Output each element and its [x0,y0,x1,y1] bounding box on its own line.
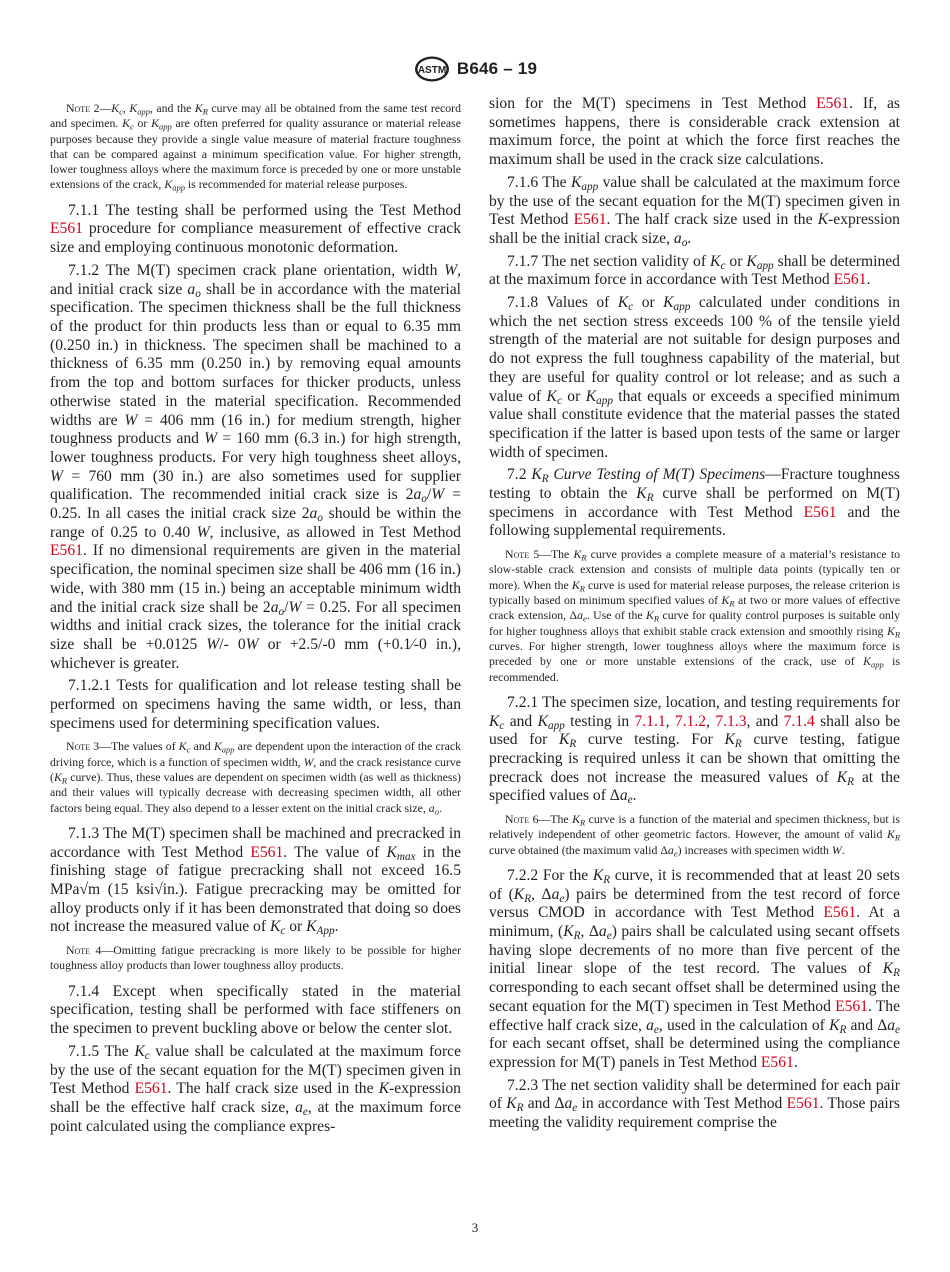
reference-link[interactable]: E561 [760,1053,794,1071]
text-run: . Use of the [586,608,647,623]
text-run: . [866,271,871,289]
italic-text: W [206,635,220,653]
subscript: max [396,850,416,863]
subscript: app [137,106,150,117]
right-column [489,95,900,1137]
italic-text: a [598,923,607,941]
note-label: Note 3 [66,739,100,754]
text-run: 7.2.1 The specimen size, location, and testing requirements for [507,693,900,711]
text-run: . [793,1053,798,1071]
text-run: curve is used for material release purposes, the release criterion is typically based on minimum specified values of [489,577,900,608]
text-run: curve). Thus, these values are dependent on specimen width (as well as thickness) and their values will typically decrease with decreasing specimen width, all other factors being equal. They also depend to a lesser extent on the initial crack size, [50,770,461,815]
subscript: R [202,106,208,117]
section-paragraph [50,677,461,733]
text-run: . [632,787,637,805]
section-paragraph [489,1077,900,1133]
italic-text: K [817,211,829,229]
text-run: testing in [564,712,635,730]
italic-text: a [270,598,279,616]
text-run: is recommended. [489,654,900,684]
subscript: R [729,598,735,609]
text-run: curve provides a complete measure of a material’s resistance to slow-stable crack extension and consists of multiple data points (typically ten or more). When the [489,547,901,592]
italic-text: K [269,918,281,936]
italic-text: K [646,608,654,623]
text-run: or [633,294,664,312]
text-run: value shall be calculated at the maximum force by the use of the secant equation for the M(T) specimen given in Test Method [489,173,900,229]
text-run: are often preferred for quality assurance or material release purposes because they provide a single value measure of material fracture toughness that can be compared against a minimum specification value. For higher strength, lower toughness alloys where the maximum force is preceded by one or more unstable extensions of the crack, [50,116,461,192]
italic-text: W [204,430,218,448]
italic-text: a [646,1016,654,1034]
italic-text: K [213,739,222,754]
reference-link[interactable]: E561 [823,904,857,922]
text-run: curve testing. For [576,731,725,749]
italic-text: K [546,387,557,405]
note-paragraph [50,101,461,193]
text-run: . At a minimum, ( [489,904,900,941]
section-paragraph [489,253,900,290]
text-run: and the following supplemental requirements. [489,503,900,540]
page-header [0,54,950,84]
subscript: c [280,925,286,938]
subscript: app [547,719,565,732]
text-run: , [706,712,716,730]
text-run: —Fracture toughness testing to obtain the [489,466,900,503]
text-run: , and the [149,101,195,115]
subscript: R [569,738,577,751]
text-run: , Δ [580,923,599,941]
reference-link[interactable]: E561 [816,95,850,112]
subscript: c [186,744,191,755]
section-paragraph [489,294,900,462]
reference-link[interactable]: 7.1.1 [634,712,666,730]
text-run: -expression shall be the effective half crack size, [50,1080,461,1116]
text-run: and [190,739,214,754]
italic-text: W [124,411,138,429]
reference-link[interactable]: E561 [250,843,284,861]
note-label: Note 4 [66,943,102,958]
standard-designation: B646 – 19 [456,59,538,78]
italic-text: K [636,485,647,503]
text-run: ) pairs shall be calculated using secant offsets having slope decrements of no more than five percent of the initial linear slope of the test record. The values of [489,923,901,978]
text-run: shall be in accordance with the material specification. The specimen thickness shall be the full thickness of the product for thin products less than or equal to 6.35 mm (0.250 in.) in thickness. The specimen shall be machined to a thickness of 6.35 mm (0.250 in.) by removing equal amounts from the top and bottom surfaces for thicker products, unless otherwise stated in the material specification. Recommended widths are [50,280,461,429]
reference-link[interactable]: E561 [573,211,607,229]
subscript: e [606,930,612,943]
italic-text: K [306,918,317,936]
subscript: R [893,967,900,980]
subscript: e [653,1023,659,1036]
italic-text: K [537,712,548,730]
text-run: or [561,387,586,405]
text-run: 7.1.5 The [68,1042,135,1060]
subscript: R [894,629,900,640]
italic-text: K [617,294,629,312]
subscript: e [583,613,587,624]
note-paragraph [50,739,461,815]
subscript: c [119,106,123,117]
section-paragraph [489,466,900,541]
text-run: should be within the range of 0.25 to 0.40 [50,505,461,541]
italic-text: a [413,486,422,504]
italic-text: a [887,1016,896,1034]
note-paragraph [489,812,900,858]
subscript: e [302,1106,308,1119]
italic-text: K [513,885,525,903]
subscript: R [894,832,900,843]
subscript: e [559,892,565,905]
text-run: that equals or exceeds a specified minimum value shall constitute evidence that the material passes the stated specification if the latter is based upon tests of the same or larger width of specimen. [489,387,901,461]
text-run: . If no dimensional requirements are given in the material specification, the nominal specimen size shall be 406 mm (16 in.) wide, with 380 mm (15 in.) being an acceptable minimum width and the initial crack size shall be 2 [50,542,461,616]
italic-text: K [559,731,570,749]
text-run: 7.1.2.1 Tests for qualification and lot release testing shall be performed on specimens having the same width, or less, than specimens used for determining specification values. [50,677,461,732]
text-run: or [725,252,747,270]
text-run: curve shall be performed on M(T) specimens in accordance with Test Method [489,485,900,521]
italic-text: K [134,1042,145,1060]
text-run: or [133,116,152,131]
text-run: and Δ [523,1095,565,1113]
text-run: shall also be used for [489,712,901,749]
text-run: /- 0 [219,635,246,653]
text-run: -expression shall be the initial crack size, [489,211,900,247]
subscript: R [653,613,660,624]
text-run: curve is a function of the material and specimen thickness, but is relatively independent of other geometric factors. However, the amount of valid [489,812,900,842]
note-paragraph [489,547,900,685]
text-run: calculated under conditions in which the net section stress exceeds 100 % of the tensile yield strength of the material are not suitable for design purposes and do not express the full toughness capability of the material, but they are useful for quality control or lot release; and as such a value of [489,294,900,405]
reference-link[interactable]: E561 [833,271,867,289]
text-run: value shall be calculated at the maximum force by the use of the secant equation for the M(T) specimen given in Test Method [50,1042,462,1098]
subscript: c [628,301,634,314]
text-run: corresponding to each secant offset shall be determined using the secant equation for the M(T) specimen in Test Method [489,979,900,1015]
italic-text: K [129,101,138,115]
text-run: 7.2 [507,466,532,484]
italic-text: a [428,800,435,815]
italic-text: a [667,842,674,857]
text-run: in the finishing stage of fatigue precracking shall not exceed 16.5 MPa√m (15 ksi√in.). Fatigue precracking may be omitted for alloy products only if it has been demonstrated that doing so does not increase the measured value of [50,843,461,936]
subscript: o [278,605,285,618]
italic-text: K [194,101,203,115]
text-run: , used in the calculation of [658,1016,830,1034]
subscript: app [221,744,235,755]
text-run: 7.1.8 Values of [507,294,618,312]
subscript: c [556,394,562,407]
italic-text: K [386,843,397,861]
italic-text: K [721,593,730,608]
section-paragraph [50,825,461,937]
text-run: . The value of [283,843,387,861]
italic-text: K [506,1095,517,1113]
text-run: at the specified values of Δ [489,768,900,805]
italic-text: W [831,842,842,857]
text-run: / [426,486,432,504]
italic-text: K [592,866,604,884]
text-run: = 406 mm (16 in.) for medium strength, higher toughness products and [50,411,461,448]
text-run: sion for the M(T) specimens in Test Method [489,95,817,112]
text-run: . [438,800,442,815]
text-run: = 0.25. In all cases the initial crack size 2 [50,486,461,523]
text-run: 7.2.2 For the [507,866,593,884]
text-run: . Those pairs meeting the validity requirement comprise the [489,1095,900,1132]
italic-text: W [288,598,302,616]
text-run: , and initial crack size [50,261,461,298]
italic-text: K [886,827,895,842]
reference-link[interactable]: E561 [134,1080,168,1098]
italic-text: K [53,770,62,785]
reference-link[interactable]: 7.1.4 [783,712,815,730]
subscript: R [646,492,654,505]
text-run: , Δ [531,885,552,903]
italic-text: K [886,623,895,638]
italic-text: a [295,1098,303,1116]
note-label: Note 6 [505,812,539,827]
subscript: R [847,775,854,788]
subscript: c [499,719,505,732]
note-paragraph [50,943,461,974]
italic-text: K [882,960,894,978]
italic-text: a [187,280,196,298]
italic-text: K [829,1016,840,1034]
italic-text: K [710,252,721,270]
italic-text: K [573,547,582,562]
section-paragraph [50,1043,461,1137]
reference-link[interactable]: E561 [50,220,83,238]
note-label: Note 2 [66,101,100,115]
text-run: , at the maximum force point calculated using the compliance expres- [50,1098,461,1135]
italic-text: K [585,387,597,405]
italic-text: W [196,523,210,541]
text-run: . [841,842,845,857]
text-run: , and the crack resistance curve ( [50,754,461,785]
text-run: , and [746,712,784,730]
text-run: . [687,229,692,247]
text-run: 7.1.2 The M(T) specimen crack plane orientation, width [68,261,445,279]
text-run: —The [538,812,573,827]
subscript: c [144,1050,150,1063]
italic-text: W [245,635,259,653]
italic-text: K [151,116,159,131]
italic-text: K [836,768,848,786]
note-label: Note 5 [505,547,540,562]
text-run: ) increases with specimen width [677,842,832,857]
subscript: c [129,121,134,132]
italic-text: K [746,252,757,270]
text-run: shall be determined at the maximum force in accordance with Test Method [489,252,900,289]
text-run: 7.1.4 Except when specifically stated in the material specification, testing shall be performed with face stiffeners on the specimen to prevent buckling above or below the center slot. [50,982,461,1038]
italic-text: K [164,177,173,192]
subscript: e [895,1023,901,1036]
subscript: o [421,493,427,506]
subscript: R [839,1023,847,1036]
subscript: R [541,473,549,486]
subscript: app [158,121,172,132]
italic-text: K [489,712,500,730]
subscript: R [573,930,581,943]
astm-logo-icon [413,55,451,83]
subscript: app [172,182,185,193]
text-run: is recommended for material release purposes. [184,177,408,192]
italic-text: K [111,101,120,115]
text-run: . The half crack size used in the [167,1080,379,1098]
italic-text: a [619,787,628,805]
text-run: and [504,712,538,730]
text-run: and Δ [846,1016,888,1034]
italic-text: K [724,731,735,749]
subscript: e [627,794,633,807]
italic-text: K [563,923,574,941]
text-run: curve for quality control purposes is suitable only for higher toughness alloys that exhibit stable crack extension and smoothly rising [489,608,901,638]
subscript: R [516,1102,524,1115]
italic-text: K [531,466,542,484]
text-run: —The [539,547,574,562]
reference-link[interactable]: E561 [803,503,837,521]
text-run: — [99,101,112,115]
text-run: 7.1.6 The [507,173,571,191]
section-paragraph [50,202,461,258]
text-run: are dependent upon the interaction of the crack driving force, which is a function of specimen width, [50,739,462,769]
text-run: in accordance with Test Method [577,1095,787,1113]
subscript: app [756,259,774,272]
logo-text: ASTM [417,65,447,76]
subscript: app [870,659,884,670]
italic-text: K [571,577,580,592]
text-run: —The values of [99,739,179,754]
text-run: at two or more values of effective crack extension, Δ [489,593,900,623]
text-run: procedure for compliance measurement of effective crack size and employing continuous monotonic deformation. [50,220,461,257]
section-paragraph [489,867,900,1073]
text-run: . [334,918,339,936]
text-run: . The effective half crack size, [489,997,900,1034]
text-run: ) pairs be determined from the test record of force versus CMOD in accordance with Test Method [489,885,900,922]
reference-link[interactable]: E561 [50,542,83,560]
italic-text: K [178,739,187,754]
section-paragraph [489,95,900,170]
text-run: 7.1.1 The testing shall be performed using the Test Method [68,201,461,219]
reference-link[interactable]: E561 [786,1095,820,1113]
text-run: curve testing, fatigue precracking is required unless it can be shown that omitting the precrack does not increase the measured values of [489,731,900,786]
italic-text: W [444,261,458,279]
reference-link[interactable]: 7.1.3 [715,712,747,730]
subscript: R [581,552,587,563]
subscript: o [195,287,201,300]
section-paragraph [50,262,461,673]
subscript: R [579,817,586,828]
subscript: app [596,394,613,407]
subscript: e [572,1102,578,1115]
text-run: = 160 mm (6.3 in.) for high strength, lower toughness products. For very high toughness sheet alloys, [50,430,461,466]
subscript: o [434,806,439,817]
italic-text: K [863,654,871,669]
italic-text: K [570,173,582,191]
page-number: 3 [471,1220,479,1235]
italic-text: a [564,1095,573,1113]
text-run: —Omitting fatigue precracking is more likely to be possible for higher toughness alloy products than lower toughness alloy products. [50,943,461,973]
section-paragraph [489,174,900,249]
text-run: or [285,918,307,936]
text-run: . If, as sometimes happens, there is considerable crack extension at maximum force, the point at which the force first reaches the maximum shall be used in the crack size calculations. [489,95,900,169]
text-run: , [122,101,130,115]
subscript: App [316,925,335,938]
section-paragraph [50,983,461,1039]
reference-link[interactable]: E561 [835,997,868,1015]
text-run: curve may all be obtained from the same test record and specimen. [50,101,461,131]
italic-text: K [378,1080,390,1098]
subscript: R [61,775,67,786]
subscript: c [720,259,726,272]
text-run: , [665,712,675,730]
italic-text: a [551,885,560,903]
text-run: curve, it is recommended that at least 20 sets of ( [489,866,900,903]
subscript: R [524,892,532,905]
text-run: 7.1.7 The net section validity of [507,252,711,270]
subscript: o [681,237,688,250]
italic-text: K [122,116,130,131]
subscript: R [734,738,742,751]
text-run: 7.2.3 The net section validity shall be determined for each pair of [489,1076,900,1113]
italic-text: K [572,812,580,827]
text-run: / [284,598,289,616]
subscript: app [581,180,599,193]
italic-text: K [663,294,674,312]
italic-text: W [303,754,314,769]
reference-link[interactable]: 7.1.2 [674,712,707,730]
text-run: for each secant offset, shall be determined using the compliance expression for M(T) panels in Test Method [489,1035,900,1071]
section-paragraph [489,694,900,806]
italic-text: a [673,229,682,247]
text-run: , inclusive, as allowed in Test Method [209,523,461,541]
text-run: 7.1.3 The M(T) specimen shall be machined and precracked in accordance with Test Method [50,824,461,861]
italic-text: W [50,467,63,485]
subscript: app [673,301,691,314]
subscript: e [673,848,678,859]
subscript: R [603,874,611,887]
italic-text: W [431,486,445,504]
text-run: curves. For higher strength, lower toughness alloys where the maximum force is preceded by one or more unstable extensions of the crack, use of [489,638,900,669]
left-column [50,95,461,1140]
subscript: R [579,583,585,594]
italic-text: a [309,505,318,523]
subscript: o [317,512,323,525]
text-run: = 760 mm (30 in.) are also sometimes used for supplier qualification. The recommended initial crack size is 2 [50,467,461,504]
text-run: . The half crack size used in the [606,211,818,229]
italic-text: a [577,608,584,623]
italic-text: Curve Testing of M(T) Specimens [548,466,766,484]
text-run: = 0.25. For all specimen widths and initial crack sizes, the tolerance for the initial crack size shall be +0.0125 [50,598,461,653]
text-run: curve obtained (the maximum valid Δ [489,842,668,857]
text-run: or +2.5/-0 mm (+0.1⁄-0 in.), whichever is greater. [50,635,461,672]
